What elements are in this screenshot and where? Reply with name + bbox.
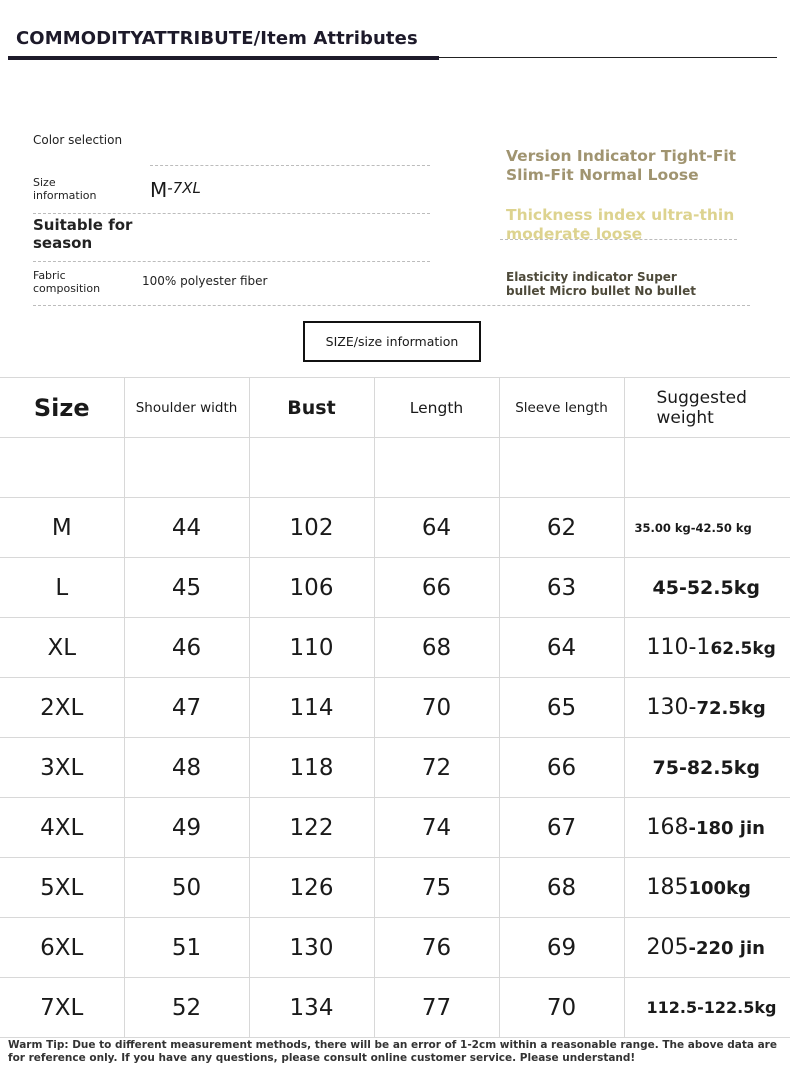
- cell-bust: 114: [249, 678, 374, 738]
- divider: [33, 261, 430, 262]
- cell-weight: [624, 858, 790, 918]
- cell-length: 74: [374, 798, 499, 858]
- cell-sleeve: 68: [499, 858, 624, 918]
- elasticity-indicator: Elasticity indicator Super bullet Micro bullet No bullet: [506, 270, 697, 298]
- weight-text-bold: -220 jin: [688, 938, 765, 959]
- cell-sleeve: 64: [499, 618, 624, 678]
- weight-text-bold: -180 jin: [688, 818, 765, 839]
- cell-shoulder: 48: [124, 738, 249, 798]
- table-row: [0, 858, 790, 918]
- table-row-blank: [0, 438, 790, 498]
- cell-length: 75: [374, 858, 499, 918]
- cell-weight: [624, 918, 790, 978]
- table-row: [0, 918, 790, 978]
- color-selection-label: Color selection: [33, 133, 123, 147]
- cell-sleeve: 67: [499, 798, 624, 858]
- fabric-composition-label: Fabric composition: [33, 269, 101, 295]
- cell-size: 2XL: [0, 678, 124, 738]
- thickness-indicator: Thickness index ultra-thin moderate loose: [506, 206, 735, 243]
- size-section-title-text: SIZE/size information: [325, 334, 459, 349]
- cell-shoulder: 49: [124, 798, 249, 858]
- cell-length: 76: [374, 918, 499, 978]
- cell-size: XL: [0, 618, 124, 678]
- cell-sleeve: 69: [499, 918, 624, 978]
- title-underline-thin: [439, 57, 777, 58]
- weight-text-bold: 72.5kg: [696, 698, 766, 719]
- cell-sleeve: 66: [499, 738, 624, 798]
- divider: [500, 239, 737, 240]
- weight-text-bold: 62.5kg: [710, 639, 776, 659]
- version-indicator: Version Indicator Tight-Fit Slim-Fit Normal Loose: [506, 147, 737, 184]
- table-row: [0, 558, 790, 618]
- size-section-title: [303, 321, 481, 362]
- weight-text: 75-82.5kg: [652, 756, 760, 779]
- fabric-composition-value: 100% polyester fiber: [142, 274, 268, 288]
- warm-tip: Warm Tip: Due to different measurement methods, there will be an error of 1-2cm within a reasonable range. The above data are for reference only. If you have any questions, please consult online customer service. Please understand!: [8, 1039, 777, 1064]
- divider: [33, 305, 750, 306]
- table-cell: [0, 438, 124, 498]
- cell-weight: [624, 798, 790, 858]
- cell-sleeve: 70: [499, 978, 624, 1038]
- table-cell: [249, 438, 374, 498]
- cell-length: 68: [374, 618, 499, 678]
- cell-weight: [624, 738, 790, 798]
- table-cell: [499, 438, 624, 498]
- cell-bust: 130: [249, 918, 374, 978]
- cell-size: 7XL: [0, 978, 124, 1038]
- cell-bust: 122: [249, 798, 374, 858]
- header-length: Length: [374, 378, 499, 438]
- divider: [150, 165, 430, 166]
- weight-text: 168: [646, 815, 689, 840]
- cell-shoulder: 45: [124, 558, 249, 618]
- cell-length: 70: [374, 678, 499, 738]
- season-label: Suitable for season: [33, 216, 133, 252]
- header-sleeve-length: Sleeve length: [499, 378, 624, 438]
- cell-bust: 106: [249, 558, 374, 618]
- cell-size: L: [0, 558, 124, 618]
- size-information-label: Size information: [33, 176, 97, 202]
- weight-text: 110-1: [646, 635, 711, 660]
- header-size: Size: [0, 378, 124, 438]
- page-title: COMMODITYATTRIBUTE/Item Attributes: [16, 28, 418, 49]
- weight-text: 45-52.5kg: [652, 576, 760, 599]
- table-cell: [124, 438, 249, 498]
- weight-text: 35.00 kg-42.50 kg: [634, 520, 752, 535]
- cell-bust: 110: [249, 618, 374, 678]
- cell-length: 77: [374, 978, 499, 1038]
- cell-weight: [624, 558, 790, 618]
- cell-weight: [624, 618, 790, 678]
- cell-length: 64: [374, 498, 499, 558]
- table-row: [0, 618, 790, 678]
- size-information-value: $M^{-7XL}$: [150, 178, 201, 202]
- cell-shoulder: 52: [124, 978, 249, 1038]
- cell-length: 72: [374, 738, 499, 798]
- header-bust: Bust: [249, 378, 374, 438]
- cell-sleeve: 63: [499, 558, 624, 618]
- table-row: [0, 678, 790, 738]
- cell-size: 6XL: [0, 918, 124, 978]
- cell-sleeve: 62: [499, 498, 624, 558]
- cell-shoulder: 50: [124, 858, 249, 918]
- weight-text: 130-: [646, 695, 697, 720]
- cell-shoulder: 47: [124, 678, 249, 738]
- weight-text-bold: 100kg: [688, 878, 751, 899]
- table-cell: [374, 438, 499, 498]
- table-row: [0, 738, 790, 798]
- cell-sleeve: 65: [499, 678, 624, 738]
- cell-size: 5XL: [0, 858, 124, 918]
- cell-weight: [624, 498, 790, 558]
- weight-text: 112.5-122.5kg: [646, 998, 777, 1017]
- cell-bust: 118: [249, 738, 374, 798]
- header-shoulder-width: Shoulder width: [124, 378, 249, 438]
- cell-bust: 134: [249, 978, 374, 1038]
- divider: [33, 213, 430, 214]
- table-row: [0, 978, 790, 1038]
- cell-shoulder: 46: [124, 618, 249, 678]
- header-suggested-weight: Suggested weight: [624, 378, 790, 438]
- cell-shoulder: 51: [124, 918, 249, 978]
- cell-size: M: [0, 498, 124, 558]
- title-underline-thick: [8, 56, 439, 60]
- cell-bust: 102: [249, 498, 374, 558]
- cell-bust: 126: [249, 858, 374, 918]
- cell-length: 66: [374, 558, 499, 618]
- weight-text: 205: [646, 935, 689, 960]
- table-header-row: [0, 378, 790, 438]
- table-row: [0, 798, 790, 858]
- cell-size: 3XL: [0, 738, 124, 798]
- table-row: [0, 498, 790, 558]
- cell-shoulder: 44: [124, 498, 249, 558]
- weight-text: 185: [646, 875, 689, 900]
- cell-size: 4XL: [0, 798, 124, 858]
- cell-weight: [624, 978, 790, 1038]
- size-table: [0, 377, 790, 1038]
- cell-weight: [624, 678, 790, 738]
- table-cell: [624, 438, 790, 498]
